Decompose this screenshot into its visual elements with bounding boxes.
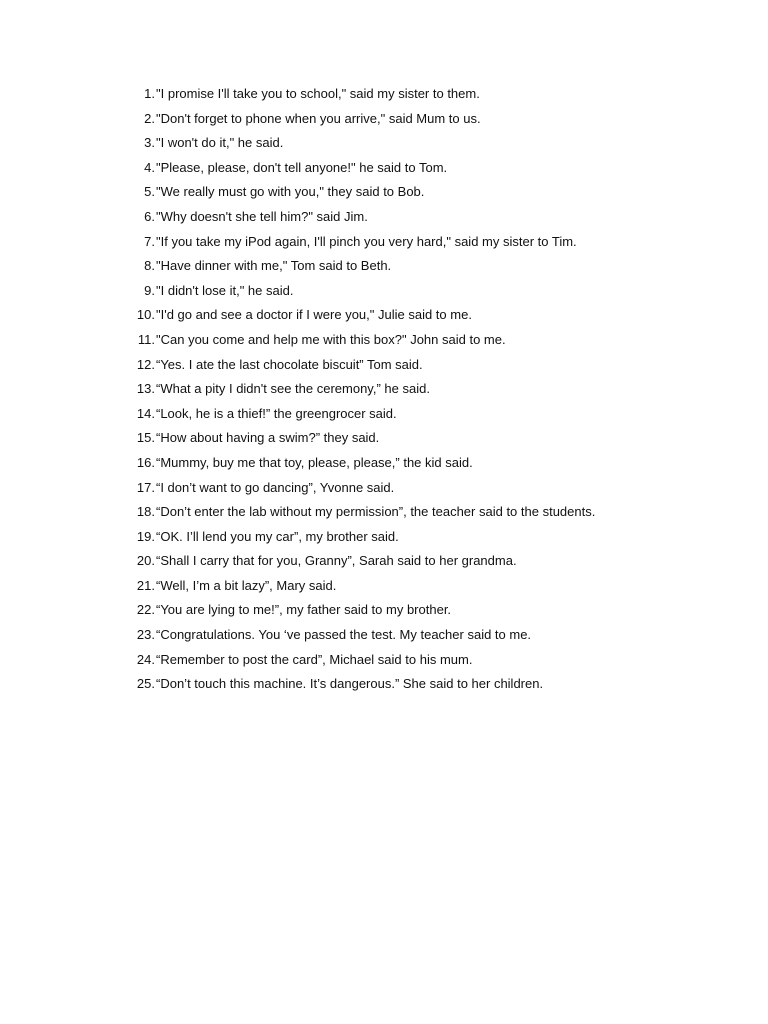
item-text: "If you take my iPod again, I'll pinch you very hard," said my sister to Tim. — [156, 233, 577, 249]
item-number: 15. — [136, 430, 155, 446]
item-number: 8. — [144, 258, 155, 274]
item-number: 13. — [136, 381, 155, 397]
list-item — [120, 625, 740, 650]
item-number: 21. — [136, 577, 155, 593]
list-item — [120, 379, 740, 404]
item-text: "Can you come and help me with this box?" John said to me. — [156, 331, 506, 347]
item-text: "I won't do it," he said. — [156, 135, 284, 151]
list-item — [120, 133, 740, 158]
list-item — [120, 502, 740, 527]
item-text: "Have dinner with me," Tom said to Beth. — [156, 258, 392, 274]
list-item — [120, 453, 740, 478]
item-number: 5. — [144, 184, 155, 200]
item-text: “Look, he is a thief!” the greengrocer said. — [156, 405, 397, 421]
list-item — [120, 109, 740, 134]
item-number: 23. — [136, 627, 155, 643]
item-number: 3. — [144, 135, 155, 151]
list-item — [120, 182, 740, 207]
item-number: 1. — [144, 86, 155, 101]
item-text: “Well, I’m a bit lazy”, Mary said. — [156, 577, 337, 593]
list-item — [120, 84, 740, 109]
item-text: “Mummy, buy me that toy, please, please,” the kid said. — [156, 454, 473, 470]
item-text: "I promise I'll take you to school," said my sister to them. — [156, 86, 480, 101]
item-number: 25. — [136, 676, 155, 692]
item-text: "I didn't lose it," he said. — [156, 282, 294, 298]
item-text: “Don’t enter the lab without my permission”, the teacher said to the students. — [156, 504, 596, 520]
list-item — [120, 576, 740, 601]
item-number: 22. — [136, 602, 155, 618]
item-text: “Yes. I ate the last chocolate biscuit” Tom said. — [156, 356, 423, 372]
item-text: “Remember to post the card”, Michael said to his mum. — [156, 651, 473, 667]
list-item — [120, 330, 740, 355]
list-item — [120, 674, 740, 699]
list-item — [120, 232, 740, 257]
item-number: 9. — [144, 282, 155, 298]
item-text: "I'd go and see a doctor if I were you," Julie said to me. — [156, 307, 472, 323]
list-item — [120, 355, 740, 380]
item-text: “Congratulations. You ‘ve passed the test. My teacher said to me. — [156, 627, 532, 643]
list-item — [120, 207, 740, 232]
list-item — [120, 600, 740, 625]
item-text: “What a pity I didn't see the ceremony,” he said. — [156, 381, 430, 397]
item-text: "Please, please, don't tell anyone!" he said to Tom. — [156, 159, 448, 175]
list-item — [120, 305, 740, 330]
item-text: “OK. I’ll lend you my car”, my brother said. — [156, 528, 399, 544]
list-item — [120, 158, 740, 183]
item-text: “Don’t touch this machine. It’s dangerous.” She said to her children. — [156, 676, 544, 692]
item-number: 24. — [136, 651, 155, 667]
list-item — [120, 281, 740, 306]
list-item — [120, 527, 740, 552]
item-number: 17. — [136, 479, 155, 495]
list-item — [120, 428, 740, 453]
item-number: 18. — [136, 504, 155, 520]
item-number: 10. — [136, 307, 155, 323]
item-text: "Don't forget to phone when you arrive," said Mum to us. — [156, 110, 481, 126]
list-item — [120, 650, 740, 675]
item-text: “You are lying to me!”, my father said to my brother. — [156, 602, 452, 618]
list-item — [120, 551, 740, 576]
list-item — [120, 404, 740, 429]
item-text: “How about having a swim?” they said. — [156, 430, 380, 446]
item-number: 12. — [136, 356, 155, 372]
item-text: "Why doesn't she tell him?" said Jim. — [156, 208, 368, 224]
item-number: 2. — [144, 110, 155, 126]
item-number: 4. — [144, 159, 155, 175]
item-number: 14. — [136, 405, 155, 421]
item-number: 16. — [136, 454, 155, 470]
sentence-list — [120, 84, 740, 699]
item-number: 6. — [144, 208, 155, 224]
item-text: "We really must go with you," they said to Bob. — [156, 184, 425, 200]
item-text: “Shall I carry that for you, Granny”, Sarah said to her grandma. — [156, 553, 517, 569]
item-text: “I don’t want to go dancing”, Yvonne said. — [156, 479, 395, 495]
item-number: 20. — [136, 553, 155, 569]
item-number: 11. — [137, 331, 155, 347]
list-item — [120, 478, 740, 503]
list-item — [120, 256, 740, 281]
item-number: 7. — [144, 233, 155, 249]
item-number: 19. — [136, 528, 155, 544]
